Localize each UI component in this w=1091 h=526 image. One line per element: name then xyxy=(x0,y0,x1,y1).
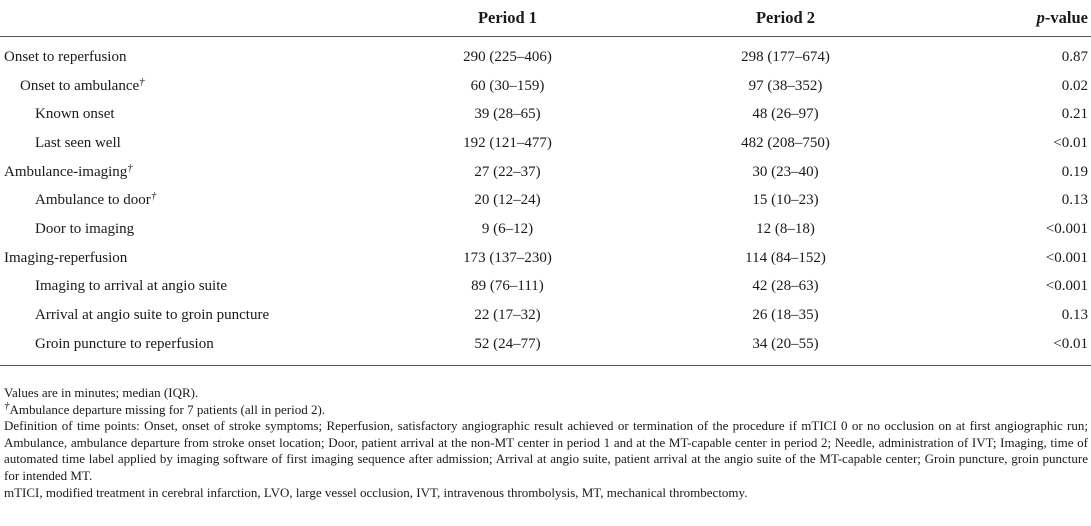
period2-value: 34 (20–55) xyxy=(752,335,819,352)
table-header-row xyxy=(0,0,1091,37)
p-value: <0.001 xyxy=(1045,249,1088,266)
row-label xyxy=(0,72,380,101)
period1-value: 290 (225–406) xyxy=(463,48,552,65)
header-p-italic: p xyxy=(1036,8,1045,27)
period1-value: 192 (121–477) xyxy=(463,134,552,151)
period2-value: 114 (84–152) xyxy=(745,249,826,266)
row-label-text: Onset to ambulance xyxy=(20,77,140,94)
row-label xyxy=(0,158,380,187)
p-value: 0.19 xyxy=(1061,163,1088,180)
table-row xyxy=(0,186,1091,215)
table-row xyxy=(0,72,1091,101)
row-label-text: Door to imaging xyxy=(35,220,135,237)
row-label xyxy=(0,244,380,273)
dagger-mark: † xyxy=(150,190,157,203)
period2-value: 42 (28–63) xyxy=(752,278,819,295)
row-label-text: Imaging to arrival at angio suite xyxy=(35,278,228,295)
row-label-text: Known onset xyxy=(35,106,115,123)
row-label-text: Imaging-reperfusion xyxy=(4,249,128,266)
row-label xyxy=(0,100,380,129)
table-row xyxy=(0,244,1091,273)
period1-value: 9 (6–12) xyxy=(481,220,534,237)
period2-value: 30 (23–40) xyxy=(752,163,819,180)
p-value: <0.001 xyxy=(1045,278,1088,295)
dagger-mark: † xyxy=(4,399,10,412)
dagger-mark: † xyxy=(127,161,133,174)
row-label-text: Ambulance to door xyxy=(35,192,151,209)
dagger-footnote xyxy=(4,399,1088,419)
row-label-text: Arrival at angio suite to groin puncture xyxy=(35,307,270,324)
p-value: <0.001 xyxy=(1045,220,1088,237)
header-label xyxy=(0,0,380,37)
p-value: 0.02 xyxy=(1061,77,1088,94)
period1-value: 89 (76–111) xyxy=(471,278,544,295)
period2-value: 298 (177–674) xyxy=(741,48,830,65)
p-value: <0.01 xyxy=(1053,134,1088,151)
table-row xyxy=(0,158,1091,187)
period1-value: 52 (24–77) xyxy=(474,335,541,352)
period2-value: 12 (8–18) xyxy=(756,220,815,237)
row-label-text: Onset to reperfusion xyxy=(4,48,127,65)
table-row xyxy=(0,273,1091,302)
p-value: 0.21 xyxy=(1061,106,1088,123)
table-row xyxy=(0,37,1091,72)
units-note: Values are in minutes; median (IQR). xyxy=(4,385,199,400)
row-label xyxy=(0,186,380,215)
period1-value: 27 (22–37) xyxy=(474,163,541,180)
period1-value: 39 (28–65) xyxy=(474,106,541,123)
header-period-1: Period 1 xyxy=(477,8,538,27)
definitions-note: Definition of time points: Onset, onset of stroke symptoms; Reperfusion, satisfactory angiographic result achieved or termination of the procedure if mTICI 0 or no occlusion on at first angiographic run; Ambulance, ambulance departure from stroke onset location; Door, patient arrival at the non-MT center in period 1 and at the MT-capable center in period 2; Needle, administration of IVT; Imaging, time of automated time label applied by imaging software of first imaging sequence after admission; Arrival at angio suite, patient arrival at the angio suite of the MT-capable center; Groin puncture, groin puncture for intended MT. xyxy=(4,418,1088,483)
row-label xyxy=(0,301,380,330)
row-label-text: Last seen well xyxy=(35,134,121,151)
p-value: 0.13 xyxy=(1061,307,1088,324)
abbreviations-note: mTICI, modified treatment in cerebral infarction, LVO, large vessel occlusion, IVT, intravenous thrombolysis, MT, mechanical thrombectomy. xyxy=(4,484,748,500)
period2-value: 482 (208–750) xyxy=(741,134,830,151)
period1-value: 173 (137–230) xyxy=(463,249,552,266)
row-label xyxy=(0,129,380,158)
header-period-2: Period 2 xyxy=(755,8,816,27)
period1-value: 20 (12–24) xyxy=(474,192,541,209)
table-footnotes xyxy=(4,385,1088,501)
period1-value: 22 (17–32) xyxy=(474,307,541,324)
table-row xyxy=(0,129,1091,158)
row-label xyxy=(0,273,380,302)
row-label xyxy=(0,37,380,72)
table-row xyxy=(0,330,1091,365)
row-label-text: Groin puncture to reperfusion xyxy=(35,335,214,352)
table-row xyxy=(0,301,1091,330)
dagger-note-text: Ambulance departure missing for 7 patients (all in period 2). xyxy=(9,401,326,417)
period1-value: 60 (30–159) xyxy=(470,77,545,94)
period2-value: 15 (10–23) xyxy=(752,192,819,209)
row-label xyxy=(0,330,380,365)
p-value: 0.87 xyxy=(1061,48,1088,65)
row-label xyxy=(0,215,380,244)
p-value: <0.01 xyxy=(1053,335,1088,352)
dagger-mark: † xyxy=(139,75,145,88)
table-row xyxy=(0,100,1091,129)
header-p-value xyxy=(936,0,1091,37)
period2-value: 26 (18–35) xyxy=(752,307,819,324)
row-label-text: Ambulance-imaging xyxy=(4,163,128,180)
header-p-rest: -value xyxy=(1044,8,1088,27)
period2-value: 48 (26–97) xyxy=(752,106,819,123)
period2-value: 97 (38–352) xyxy=(748,77,823,94)
p-value: 0.13 xyxy=(1061,192,1088,209)
table-row xyxy=(0,215,1091,244)
